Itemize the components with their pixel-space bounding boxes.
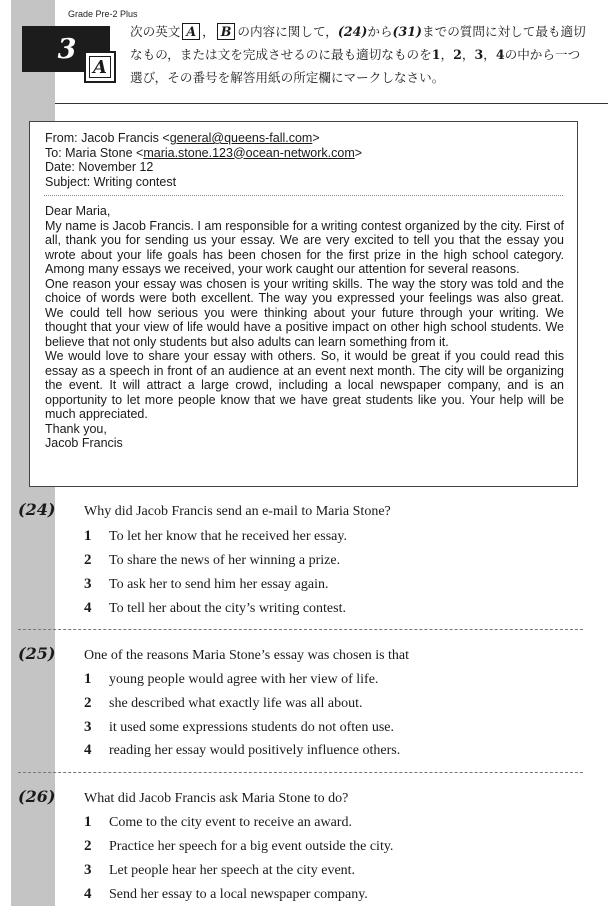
email-from: From: Jacob Francis <general@queens-fall.com> (45, 131, 320, 145)
header-rule (55, 103, 608, 104)
email-subject: Subject: Writing contest (45, 174, 177, 189)
email-to: To: Maria Stone <maria.stone.123@ocean-network.com> (45, 145, 363, 160)
answer-option[interactable]: 3 it used some expressions students do not often use. (84, 719, 395, 735)
question-text: What did Jacob Francis ask Maria Stone to do? (84, 791, 349, 806)
question-divider (18, 772, 583, 773)
section-number: 3 (57, 34, 77, 65)
email-box (29, 121, 578, 487)
header-divider (44, 195, 563, 196)
box-b: B (217, 23, 236, 40)
question-number: (24) (18, 500, 56, 519)
answer-option[interactable]: 3 To ask her to send him her essay again. (84, 576, 329, 592)
answer-option[interactable]: 2 she described what exactly life was all about. (84, 695, 363, 711)
section-part-badge (84, 51, 116, 83)
question-number: (26) (18, 787, 56, 806)
email-body (45, 204, 564, 451)
question-text: One of the reasons Maria Stone’s essay was chosen is that (84, 648, 410, 663)
answer-option[interactable]: 1 To let her know that he received her essay. (84, 528, 347, 544)
answer-option[interactable]: 1 young people would agree with her view of life. (84, 671, 379, 687)
section-part-label: A (89, 56, 111, 78)
email-date: Date: November 12 (45, 160, 154, 174)
email-closing: Thank you, (45, 421, 107, 436)
email-paragraph-3: We would love to share your essay with others. So, it would be great if you could read this essay as a speech in front of an audience at an event next month. The city will be organizing the event. It will attract a large crowd, including a local newspaper company, and is an opportunity to let more people know that we have great students like you. Your help will be much appreciated. (45, 349, 564, 421)
instructions: 次の英文 A ， B の内容に関して，(24)から(31)までの質問に対して最も適切なもの，または文を完成させるのに最も適切なものを1，2，3，4の中から一つ選び，その番号を解答用紙の所定欄にマークしなさい。 (130, 24, 586, 85)
answer-option[interactable]: 2 To share the news of her winning a prize. (84, 552, 341, 568)
from-address: general@queens-fall.com (169, 131, 313, 145)
to-address: maria.stone.123@ocean-network.com (143, 145, 355, 160)
answer-option[interactable]: 3 Let people hear her speech at the city event. (84, 862, 356, 878)
answer-option[interactable]: 4 To tell her about the city’s writing contest. (84, 600, 346, 616)
email-paragraph-2: One reason your essay was chosen is your writing skills. The way the story was told and the choice of words were both excellent. The way you expressed your feelings was also great. We could tell how serious you were thinking about your future through your writing. We thought that your view of life would have a positive impact on other high school students. We believe that not only students but also adults can learn something from it. (45, 276, 564, 349)
question-divider (18, 629, 583, 630)
email-header (45, 131, 565, 189)
grade-label: Grade Pre-2 Plus (68, 9, 138, 19)
box-a: A (182, 23, 200, 40)
answer-option[interactable]: 4 reading her essay would positively influence others. (84, 742, 401, 758)
answer-option[interactable]: 1 Come to the city event to receive an award. (84, 814, 352, 830)
email-greeting: Dear Maria, (45, 204, 111, 218)
answer-option[interactable]: 2 Practice her speech for a big event outside the city. (84, 838, 394, 854)
email-signature: Jacob Francis (45, 436, 123, 450)
email-paragraph-1: My name is Jacob Francis. I am responsible for a writing contest organized by the city. First of all, thank you for sending us your essay. We are very excited to tell you that the essay you wrote about your life goals has been chosen for the first prize in the high school category. Among many essays we received, your work caught our attention for several reasons. (45, 218, 564, 276)
answer-option[interactable]: 4 Send her essay to a local newspaper company. (84, 886, 368, 902)
question-number: (25) (18, 644, 56, 663)
question-text: Why did Jacob Francis send an e-mail to Maria Stone? (84, 504, 391, 519)
